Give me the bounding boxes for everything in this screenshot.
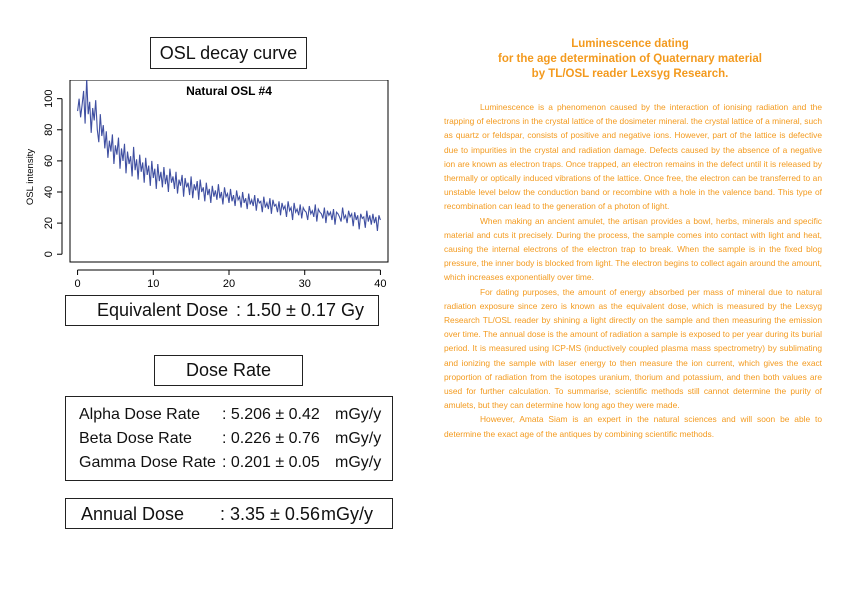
equivalent-dose-label: Equivalent Dose: [97, 300, 229, 320]
osl-series-line: [78, 80, 381, 231]
luminescence-body-text: [444, 100, 822, 441]
y-tick-label: 100: [43, 89, 55, 108]
x-tick-label: 10: [147, 278, 160, 290]
beta-dose-rate-unit: mGy/y: [335, 430, 382, 447]
annual-dose-label: Annual Dose: [81, 504, 185, 524]
x-tick-label: 40: [374, 278, 387, 290]
dose-rate-title-text: Dose Rate: [185, 360, 272, 380]
x-tick-label: 30: [298, 278, 311, 290]
alpha-dose-rate-label: Alpha Dose Rate: [79, 406, 200, 423]
heading-line-3: by TL/OSL reader Lexsyg Research.: [531, 68, 729, 80]
luminescence-heading: [480, 37, 780, 82]
x-tick-label: 0: [74, 278, 81, 290]
y-tick-label: 60: [43, 154, 55, 168]
osl-decay-curve-title: [150, 37, 307, 69]
y-tick-label: 20: [43, 216, 55, 230]
y-tick-label: 40: [43, 185, 55, 199]
chart-title: Natural OSL #4: [186, 84, 272, 98]
osl-decay-curve-title-text: OSL decay curve: [159, 42, 298, 63]
beta-dose-rate-label: Beta Dose Rate: [79, 430, 192, 447]
gamma-dose-rate-unit: mGy/y: [335, 454, 382, 471]
equivalent-dose-value: : 1.50 ± 0.17 Gy: [236, 300, 364, 320]
annual-dose-unit: mGy/y: [321, 504, 373, 524]
equivalent-dose-box: [65, 295, 379, 326]
dose-rate-title: [154, 355, 303, 386]
osl-decay-chart: [0, 80, 400, 295]
y-tick-label: 80: [43, 123, 55, 136]
beta-dose-rate-row: [79, 430, 389, 452]
dose-rates-box: [65, 396, 393, 481]
plot-frame: [70, 80, 388, 262]
body-paragraph-4: However, Amata Siam is an expert in the natural sciences and will soon be able to determine the exact age of the antiques by combining scientific methods.: [444, 414, 822, 439]
body-paragraph-2: When making an ancient amulet, the artisan provides a bowl, herbs, minerals and specific material and cuts it precisely. During the process, the sample comes into contact with light and heat, causing the internal electrons of the electron trap to break. When the sample is in the fixed blog pressure, the inner body is blocked from light. The electron begins to collect again around the amount, which increases exponentially over time.: [444, 215, 822, 283]
osl-chart-svg: [0, 80, 400, 295]
body-paragraph-3: For dating purposes, the amount of energy absorbed per mass of mineral due to natural radiation exposure since zero is known as the equivalent dose, which is measured by the Lexsyg Research TL/OSL reader by shining a light directly on the sample and then measuring the emission over time. The annual dose is the amount of radiation a sample is exposed to per year during its burial period. It is measured using ICP-MS (inductively coupled plasma mass spectrometry) by sublimating and ionizing the sample with laser energy to then measure the ion current, which gives the exact proportion of radiation from the isotopes uranium, thorium and potassium, and then both values are used for further calculation. To summarise, scientific methods still cannot determine the purity of amulets, but they can determine how long ago they were made.: [444, 286, 822, 411]
alpha-dose-rate-value: : 5.206 ± 0.42: [222, 406, 320, 423]
gamma-dose-rate-label: Gamma Dose Rate: [79, 454, 216, 471]
body-paragraph-1: Luminescence is a phenomenon caused by the interaction of ionising radiation and the trapping of electrons in the crystal lattice of the dosimeter mineral. the crystal lattice of a mineral, such as quartz or feldspar, consists of positive and negative ions. However, part of the lattice is defective due to impurities in the crystal and radiation damage. Defects caused by the absence of a negative ion are known as electron traps. Once trapped, an electron remains in the defect until it is released by thermally or optically induced vibrations of the lattice. Once free, the electron can be transferred to an unstable level below the conduction band or recombine with a hole in the valence band. This type of recombination can lead to the generation of a photon of light.: [444, 102, 822, 212]
heading-line-1: Luminescence dating: [571, 38, 689, 50]
gamma-dose-rate-row: [79, 454, 389, 476]
annual-dose-box: [65, 498, 393, 529]
alpha-dose-rate-row: [79, 406, 389, 428]
x-tick-label: 20: [222, 278, 236, 290]
y-tick-label: 0: [43, 251, 55, 258]
y-axis-label: OSL intensity: [25, 148, 36, 206]
beta-dose-rate-value: : 0.226 ± 0.76: [222, 430, 320, 447]
annual-dose-value: : 3.35 ± 0.56: [220, 504, 320, 524]
heading-line-2: for the age determination of Quaternary material: [498, 53, 762, 65]
gamma-dose-rate-value: : 0.201 ± 0.05: [222, 454, 320, 471]
alpha-dose-rate-unit: mGy/y: [335, 406, 382, 423]
